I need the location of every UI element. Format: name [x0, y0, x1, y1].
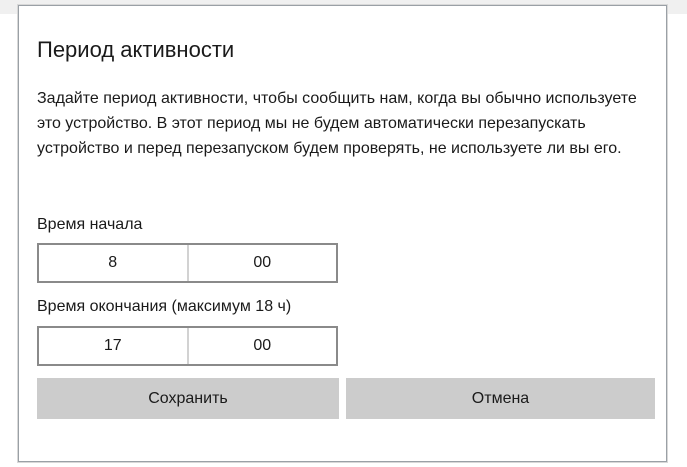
active-hours-dialog [18, 5, 667, 462]
end-minute-field[interactable]: 00 [253, 337, 272, 354]
dialog-title: Период активности [37, 37, 235, 62]
end-time-label: Время окончания (максимум 18 ч) [37, 298, 292, 315]
start-minute-field[interactable]: 00 [253, 254, 272, 271]
start-hour-field[interactable]: 8 [39, 245, 189, 281]
cancel-button[interactable]: Отмена [346, 378, 655, 419]
save-button[interactable]: Сохранить [37, 378, 339, 419]
dialog-description: Задайте период активности, чтобы сообщить нам, когда вы обычно используете это устройство. В этот период мы не будем автоматически перезапускать устройство и перед перезапуском будем проверять, не используете ли вы его. [37, 90, 637, 157]
start-time-label: Время начала [37, 216, 143, 233]
end-time-picker[interactable] [37, 326, 338, 366]
end-hour-field[interactable]: 17 [39, 328, 189, 364]
start-time-picker[interactable] [37, 243, 338, 283]
